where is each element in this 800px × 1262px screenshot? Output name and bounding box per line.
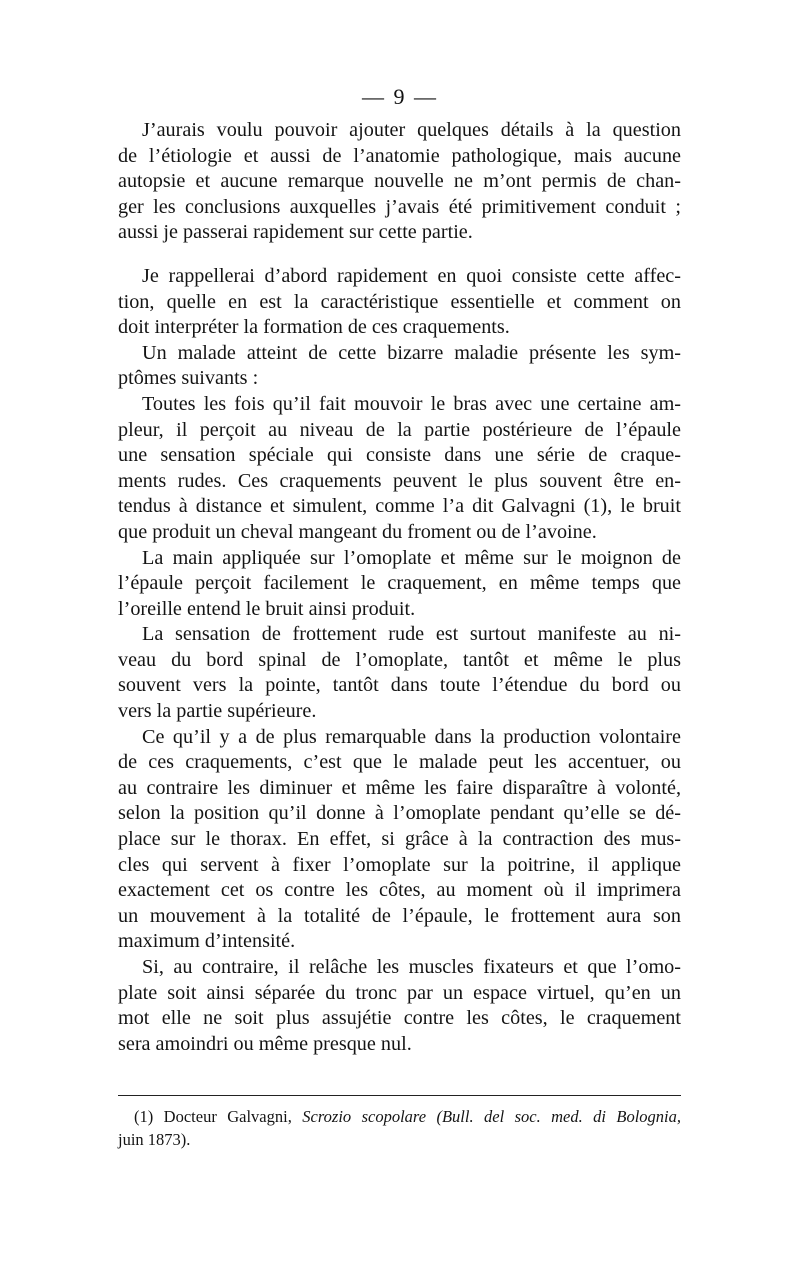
text-line: de ces craquements, c’est que le malade peut les accentuer, ou (118, 751, 681, 774)
paragraph-relaxation (118, 955, 681, 1057)
text-line: mot elle ne soit plus assujétie contre les côtes, le craquement (118, 1007, 681, 1030)
text-line: ments rudes. Ces craquements peuvent le plus souvent être en- (118, 469, 681, 492)
footnote (118, 1105, 681, 1151)
text-line: tendus à distance et simulent, comme l’a dit Galvagni (1), le bruit (118, 495, 681, 518)
text-line: l’oreille entend le bruit ainsi produit. (118, 597, 416, 620)
text-line: exactement cet os contre les côtes, au moment où il imprimera (118, 879, 681, 902)
text-line: J’aurais voulu pouvoir ajouter quelques détails à la question (142, 119, 681, 141)
footnote-line (118, 1128, 681, 1151)
text-line: selon la position qu’il donne à l’omoplate pendant qu’elle se dé- (118, 802, 681, 825)
footnote-source: (Bull. del soc. med. di Bolognia, (436, 1107, 682, 1126)
footnote-line (118, 1105, 681, 1128)
paragraph-gap (118, 246, 681, 264)
text-line: sera amoindri ou même presque nul. (118, 1032, 412, 1055)
text-line: La sensation de frottement rude est surtout manifeste au ni- (142, 623, 681, 646)
paragraph-symptoms (118, 392, 681, 546)
text-line: un mouvement à la totalité de l’épaule, le frottement aura son (118, 904, 681, 927)
paragraph-symptoms-intro (118, 341, 681, 392)
text-line: Un malade atteint de cette bizarre maladie présente les sym- (142, 341, 681, 364)
text-line: ptômes suivants : (118, 367, 259, 390)
text-line: Toutes les fois qu’il fait mouvoir le bras avec une certaine am- (142, 392, 681, 415)
footnote-marker: (1) (134, 1107, 154, 1126)
text-line: plate soit ainsi séparée du tronc par un espace virtuel, qu’en un (118, 981, 681, 1004)
text-line: de l’étiologie et aussi de l’anatomie pathologique, mais aucune (118, 144, 681, 167)
text-line: une sensation spéciale qui consiste dans une série de craque- (118, 444, 681, 467)
paragraph-palpation (118, 546, 681, 623)
paragraph-etiology (118, 118, 681, 246)
text-line: doit interpréter la formation de ces craquements. (118, 316, 510, 339)
text-line: que produit un cheval mangeant du froment ou de l’avoine. (118, 520, 597, 543)
paragraph-voluntary-production (118, 725, 681, 955)
text-line: cles qui servent à fixer l’omoplate sur la poitrine, il applique (118, 853, 681, 876)
text-line: autopsie et aucune remarque nouvelle ne m’ont permis de chan- (118, 170, 681, 193)
text-line: maximum d’intensité. (118, 930, 296, 953)
text-line: Ce qu’il y a de plus remarquable dans la production volontaire (142, 725, 681, 748)
paragraph-friction (118, 622, 681, 724)
footnote-title: Scrozio scopolare (302, 1107, 427, 1126)
text-line: Je rappellerai d’abord rapidement en quoi consiste cette affec- (142, 264, 681, 287)
text-line: veau du bord spinal de l’omoplate, tantôt et même le plus (118, 648, 681, 671)
text-line: La main appliquée sur l’omoplate et même sur le moignon de (142, 546, 681, 569)
paragraph-definition (118, 264, 681, 341)
body-text (118, 118, 681, 1057)
page-number: — 9 — (362, 84, 438, 109)
text-line: pleur, il perçoit au niveau de la partie postérieure de l’épaule (118, 418, 681, 441)
text-line: vers la partie supérieure. (118, 700, 317, 723)
text-line: Si, au contraire, il relâche les muscles fixateurs et que l’omo- (142, 956, 681, 978)
text-line: aussi je passerai rapidement sur cette partie. (118, 221, 473, 244)
text-line: tion, quelle en est la caractéristique essentielle et comment on (118, 290, 681, 313)
footnote-divider (118, 1095, 681, 1096)
text-line: au contraire les diminuer et même les faire disparaître à volonté, (118, 776, 681, 799)
text-line: souvent vers la pointe, tantôt dans toute l’étendue du bord ou (118, 674, 681, 697)
footnote-date: juin 1873). (118, 1130, 191, 1149)
text-line: place sur le thorax. En effet, si grâce à la contraction des mus- (118, 828, 681, 851)
text-line: ger les conclusions auxquelles j’avais été primitivement conduit ; (118, 195, 681, 218)
text-line: l’épaule perçoit facilement le craquement, en même temps que (118, 572, 681, 595)
footnote-author: Docteur Galvagni, (163, 1107, 292, 1126)
